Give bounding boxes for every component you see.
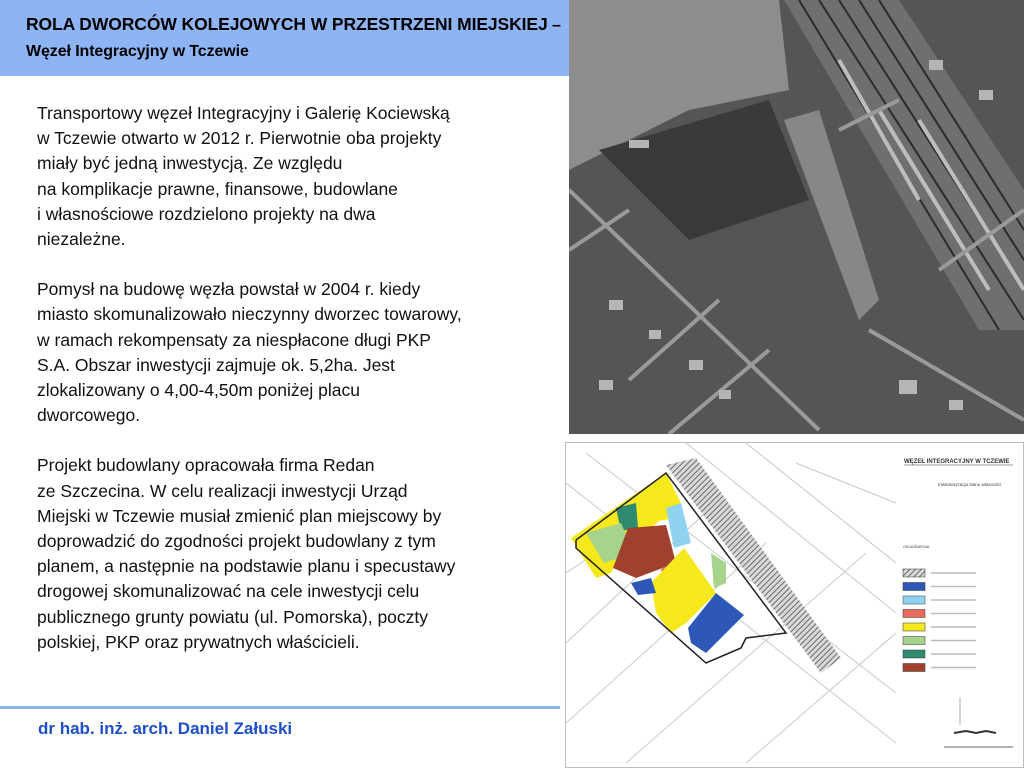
paragraph-3: Projekt budowlany opracowała firma Redan ze Szczecina. W celu realizacji inwestycji Urząd Miejski w Tczewie musiał zmienić plan miejscowy by doprowadzić do zgodności projekt budowlany z tym planem, a następnie na podstawie planu i specustawy drogowej skomunalizować na cele inwestycji celu publicznego grunty powiatu (ul. Pomorska), poczty polskiej, PKP oraz prywatnych właścicieli. bbox=[37, 455, 456, 652]
body-text bbox=[37, 101, 567, 680]
legend-swatch bbox=[903, 596, 925, 604]
legend-swatch bbox=[903, 569, 925, 577]
paragraph-1: Transportowy węzeł Integracyjny i Galerię Kociewską w Tczewie otwarto w 2012 r. Pierwotnie oba projekty miały być jedną inwestycją. Ze względu na komplikacje prawne, finansowe, budowlane i własnościowe rozdzielono projekty na dwa niezależne. bbox=[37, 103, 450, 250]
legend-swatch bbox=[903, 583, 925, 591]
title-separator: – bbox=[547, 17, 561, 34]
slide-title bbox=[26, 12, 571, 64]
paragraph-2: Pomysł na budowę węzła powstał w 2004 r. kiedy miasto skomunalizowało nieczynny dworzec towarowy, w ramach rekompensaty za niespłacone długi PKP S.A. Obszar inwestycji zajmuje ok. 5,2ha. Jest zlokalizowany o 4,00-4,50m poniżej placu dworcowego. bbox=[37, 279, 462, 426]
map-legend-panel bbox=[898, 451, 1018, 759]
legend-swatch bbox=[903, 637, 925, 645]
title-main: ROLA DWORCÓW KOLEJOWYCH W PRZESTRZENI MIEJSKIEJ bbox=[26, 14, 548, 34]
slide-header bbox=[0, 0, 569, 76]
map-subtitle: Inwentaryzacja stanu własności bbox=[938, 482, 1002, 487]
legend-swatch bbox=[903, 610, 925, 618]
legend-swatch bbox=[903, 623, 925, 631]
map-legend-heading: OBJAŚNIENIA bbox=[903, 544, 930, 549]
legend-swatch bbox=[903, 650, 925, 658]
map-title: WĘZEŁ INTEGRACYJNY W TCZEWIE bbox=[904, 459, 1010, 465]
author-name: dr hab. inż. arch. Daniel Załuski bbox=[38, 719, 293, 738]
title-subtitle: Węzeł Integracyjny w Tczewie bbox=[26, 43, 249, 60]
ownership-map bbox=[565, 442, 1024, 768]
legend-swatch bbox=[903, 664, 925, 672]
aerial-photo-graphic bbox=[569, 0, 1024, 434]
aerial-photo bbox=[569, 0, 1024, 434]
ownership-map-graphic bbox=[566, 443, 1023, 767]
footer-separator bbox=[0, 706, 560, 709]
